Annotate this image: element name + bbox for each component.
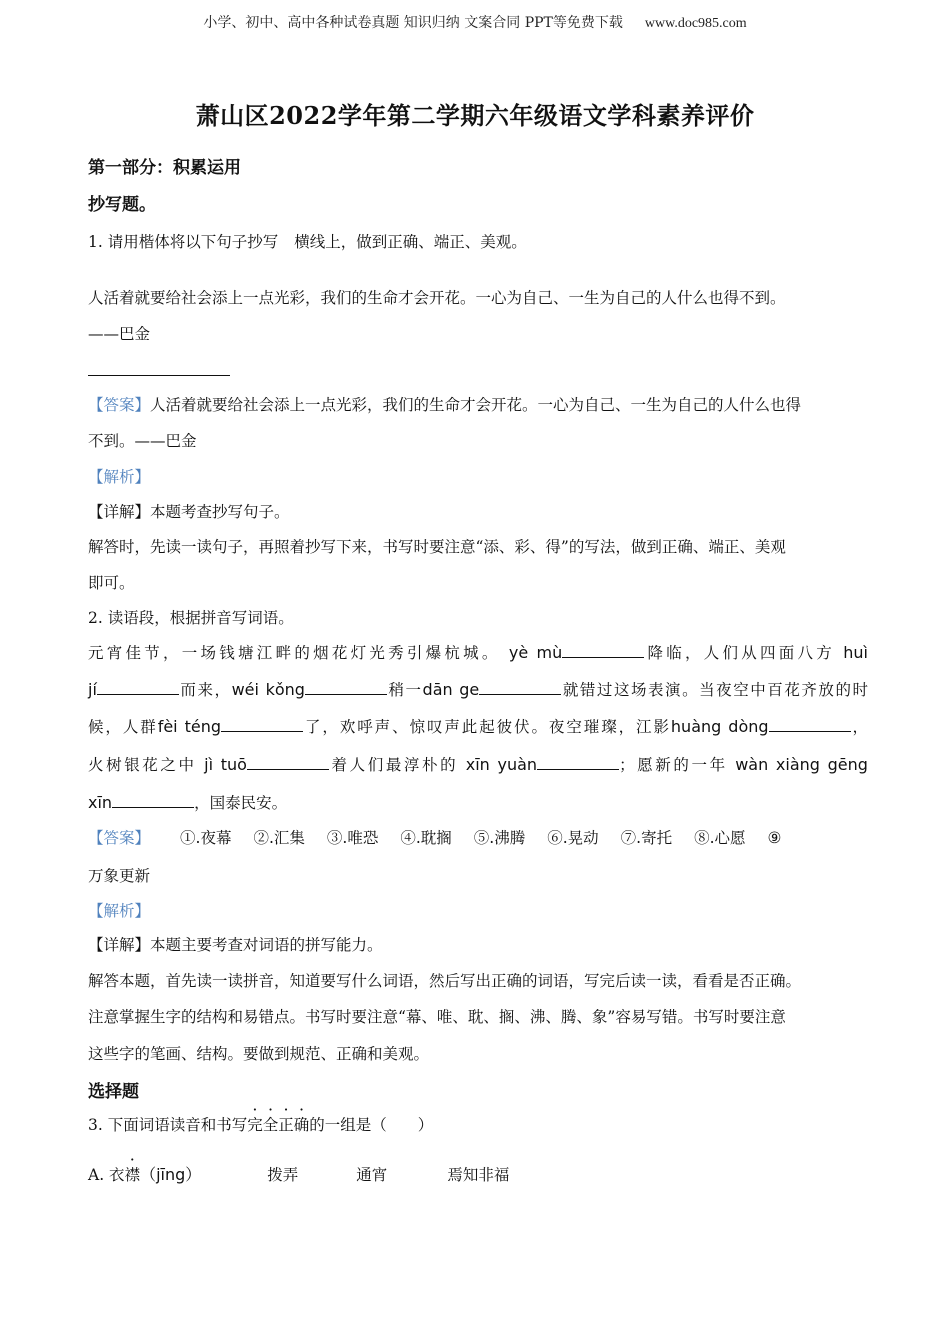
q3-prompt-part-b: 的一组是（ ） <box>309 1116 434 1134</box>
pinyin: jí <box>88 680 97 699</box>
section-heading-copy: 抄写题。 <box>88 195 156 215</box>
answer-item: ②.汇集 <box>253 829 305 847</box>
passage-text: 候，人群 <box>88 718 158 736</box>
emphasis-char: 襟 <box>124 1166 141 1184</box>
q1-detail-text: 本题考查抄写句子。 <box>150 503 290 521</box>
q1-answer <box>88 393 868 415</box>
pinyin: fèi téng <box>157 717 222 736</box>
emphasis-char: 完 <box>247 1116 263 1134</box>
answer-tag: 【答案】 <box>88 396 151 414</box>
q1-answer-line <box>88 375 230 376</box>
passage-text: 就错过这场表演。当夜空中百花齐放的时 <box>561 681 868 699</box>
q1-explain-1: 解答时，先读一读句子，再照着抄写下来，书写时要注意“添、彩、得”的写法，做到正确、端正、美观 <box>88 538 786 556</box>
answer-tag: 【答案】 <box>88 829 151 847</box>
q2-explain-1: 解答本题，首先读一读拼音，知道要写什么词语，然后写出正确的词语，写完后读一读，看看是否正确。 <box>88 972 802 990</box>
q2-explain-3: 这些字的笔画、结构。要做到规范、正确和美观。 <box>88 1045 430 1063</box>
q2-detail-text: 本题主要考查对词语的拼写能力。 <box>150 936 383 954</box>
page-header <box>0 12 950 32</box>
passage-text: 稍一 <box>386 681 423 699</box>
q1-analysis-tag: 【解析】 <box>88 468 151 486</box>
pinyin: wéi kǒng <box>231 680 305 699</box>
page-title: 萧山区2022学年第二学期六年级语文学科素养评价 <box>195 101 755 130</box>
fill-blank[interactable] <box>97 680 179 695</box>
q1-detail <box>88 500 868 522</box>
option-label: A. 衣 <box>88 1166 125 1184</box>
pinyin: yè mù <box>508 643 563 662</box>
q3-prompt-part-a: 3. 下面词语读音和书写 <box>88 1116 248 1134</box>
q2-analysis-tag: 【解析】 <box>88 902 151 920</box>
answer-item: ⑨ <box>767 829 782 847</box>
answer-item: ⑤.沸腾 <box>473 829 526 847</box>
answer-item: ⑦.寄托 <box>620 829 673 847</box>
q2-passage-line-3 <box>88 715 868 737</box>
passage-text: 火树银花之中 <box>88 756 197 774</box>
fill-blank[interactable] <box>562 643 644 658</box>
emphasis-char: 确 <box>293 1116 310 1134</box>
answer-item: ①.夜幕 <box>180 829 232 847</box>
q3-prompt <box>88 1113 868 1135</box>
q1-author: ——巴金 <box>88 325 151 343</box>
answer-item: ⑧.心愿 <box>694 829 746 847</box>
pinyin: （jīng） <box>140 1165 202 1184</box>
q1-answer-text-2: 不到。——巴金 <box>88 432 197 450</box>
fill-blank[interactable] <box>112 793 194 808</box>
q2-answer <box>88 826 868 848</box>
q1-explain-2: 即可。 <box>88 574 135 592</box>
fill-blank[interactable] <box>221 717 303 732</box>
q2-passage-line-4 <box>88 753 868 775</box>
q1-prompt-part-b: 横线上，做到正确、端正、美观。 <box>294 233 527 251</box>
pinyin: huì <box>843 643 868 662</box>
fill-blank[interactable] <box>305 680 387 695</box>
q2-passage-line-1 <box>88 641 868 663</box>
q2-prompt: 2. 读语段，根据拼音写词语。 <box>88 609 294 627</box>
passage-text: 元宵佳节，一场钱塘江畔的烟花灯光秀引爆杭城。 <box>88 644 501 662</box>
detail-tag: 【详解】 <box>88 936 151 954</box>
passage-text: ；愿新的一年 <box>619 756 728 774</box>
pinyin: huàng dòng <box>670 717 769 736</box>
passage-text: 降临，人们从四面八方 <box>644 644 836 662</box>
pinyin: xīn yuàn <box>465 755 538 774</box>
q1-sentence: 人活着就要给社会添上一点光彩，我们的生命才会开花。一心为自己、一生为自己的人什么也得不到。 <box>88 289 786 307</box>
fill-blank[interactable] <box>537 755 619 770</box>
passage-text: 而来， <box>178 681 232 699</box>
pinyin: jì tuō <box>204 755 247 774</box>
fill-blank[interactable] <box>247 755 329 770</box>
emphasis-char: 正 <box>278 1116 294 1134</box>
answer-item: ⑥.晃动 <box>547 829 599 847</box>
passage-text: 了，欢呼声、惊叹声此起彼伏。夜空璀璨，江影 <box>303 718 671 736</box>
detail-tag: 【详解】 <box>88 503 151 521</box>
section-heading-choice: 选择题 <box>88 1082 139 1102</box>
pinyin: wàn xiàng gēng <box>735 755 868 774</box>
answer-item: ④.耽搁 <box>400 829 452 847</box>
q1-prompt-part-a: 1. 请用楷体将以下句子抄写 <box>88 233 279 251</box>
fill-blank[interactable] <box>769 717 851 732</box>
q2-passage-line-2 <box>88 678 868 700</box>
q2-answer-last: 万象更新 <box>88 867 151 885</box>
header-text: 小学、初中、高中各种试卷真题 知识归纳 文案合同 PPT等免费下载 <box>203 15 623 31</box>
answer-item: ③.唯恐 <box>326 829 379 847</box>
passage-text: ，国泰民安。 <box>194 794 288 812</box>
part-heading: 第一部分：积累运用 <box>88 158 241 178</box>
q3-option-a[interactable] <box>88 1162 868 1185</box>
q2-passage-line-5 <box>88 791 868 813</box>
emphasis-char: 全 <box>262 1116 279 1134</box>
q2-explain-2: 注意掌握生字的结构和易错点。书写时要注意“幕、唯、耽、搁、沸、腾、象”容易写错。书写时要注意 <box>88 1008 786 1026</box>
header-url[interactable]: www.doc985.com <box>644 16 747 31</box>
pinyin: dān ge <box>422 680 480 699</box>
passage-text: 着人们最淳朴的 <box>328 756 459 774</box>
pinyin: xīn <box>88 793 113 812</box>
passage-text: ， <box>850 718 868 736</box>
fill-blank[interactable] <box>479 680 561 695</box>
q1-prompt <box>88 230 868 252</box>
option-word: 拨弄 <box>267 1166 299 1184</box>
q1-answer-text-1: 人活着就要给社会添上一点光彩，我们的生命才会开花。一心为自己、一生为自己的人什么也得 <box>150 396 802 414</box>
option-word: 通宵 <box>356 1166 388 1184</box>
q2-detail <box>88 933 868 955</box>
option-word: 焉知非福 <box>447 1166 510 1184</box>
